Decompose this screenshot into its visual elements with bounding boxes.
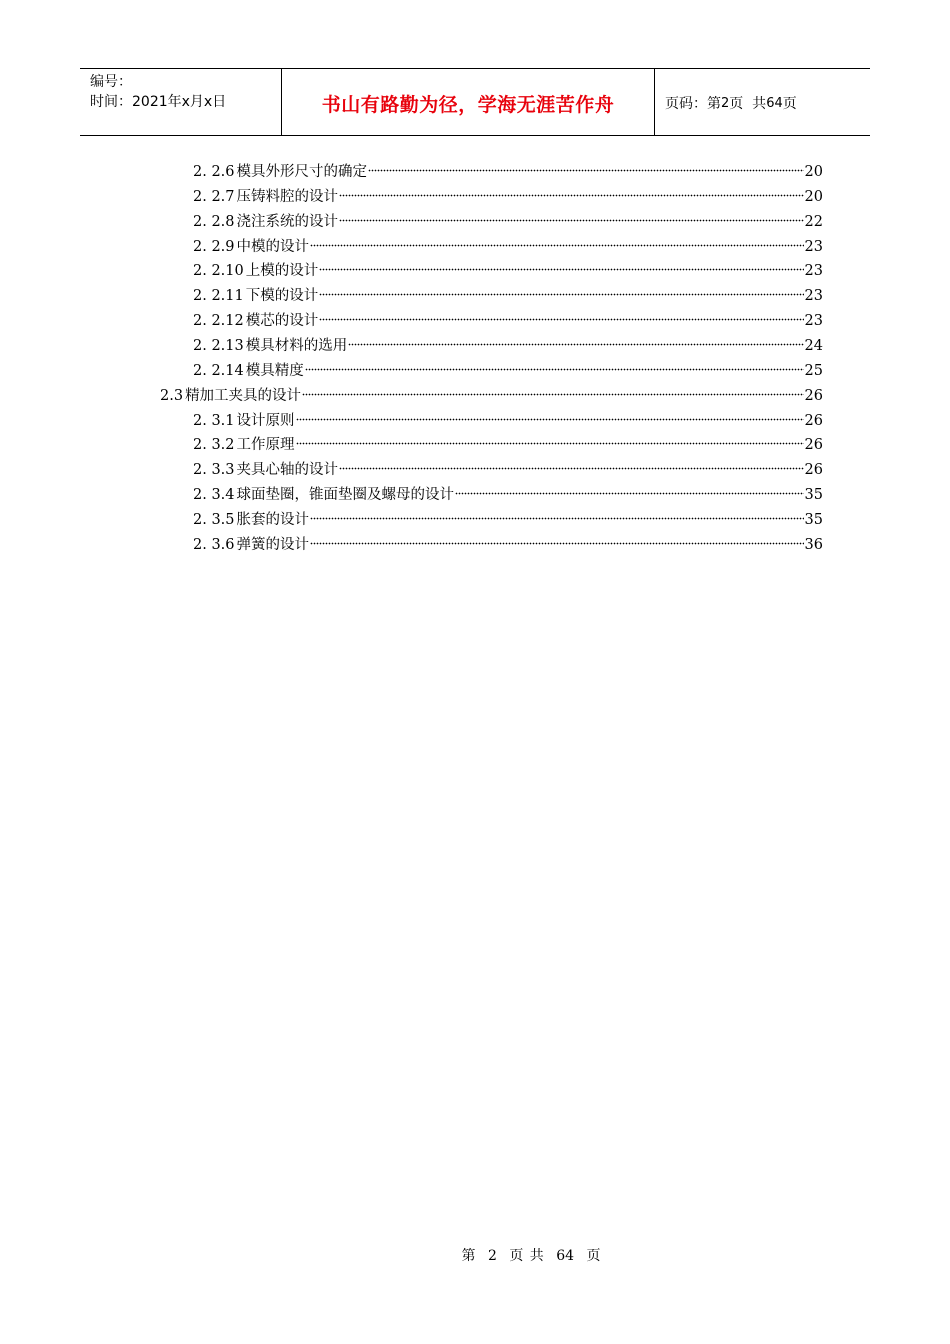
- toc-dot-leader: [339, 193, 804, 197]
- toc-dot-leader: [305, 367, 804, 371]
- toc-entry-title: 模芯的设计: [245, 313, 319, 330]
- toc-entry-number: 2. 3.5: [193, 511, 235, 528]
- toc-entry-page: 26: [804, 437, 823, 454]
- toc-entry-page: 26: [804, 387, 823, 404]
- toc-entry: [193, 409, 823, 433]
- toc-entry-title: 模具材料的选用: [245, 337, 348, 354]
- toc-entry: [193, 235, 823, 259]
- footer-current-page: 2: [487, 1248, 497, 1264]
- page-header: [80, 68, 870, 136]
- toc-dot-leader: [296, 417, 804, 421]
- page-footer: [0, 1245, 950, 1265]
- toc-entry-title: 弹簧的设计: [236, 536, 310, 553]
- toc-entry-page: 25: [804, 362, 823, 379]
- toc-entry-number: 2. 2.13: [193, 337, 244, 354]
- toc-entry-number: 2. 2.9: [193, 238, 235, 255]
- header-page-total: 64: [766, 95, 783, 111]
- toc-entry-page: 35: [804, 511, 823, 528]
- header-page-current: 2: [721, 95, 730, 111]
- toc-entry-page: 23: [804, 263, 823, 280]
- toc-entry-page: 20: [804, 164, 823, 180]
- toc-entry-number: 2. 2.10: [193, 263, 244, 280]
- footer-total-pages: 64: [556, 1248, 575, 1264]
- toc-entry-page: 23: [804, 238, 823, 255]
- toc-entry-number: 2. 3.4: [193, 487, 235, 504]
- toc-entry: [193, 533, 823, 557]
- toc-entry-page: 23: [804, 313, 823, 330]
- footer-middle: 页 共: [509, 1248, 544, 1264]
- toc-dot-leader: [310, 516, 804, 520]
- toc-entry-number: 2. 3.3: [193, 462, 235, 479]
- header-page-cell: [655, 69, 870, 135]
- toc-entry: [193, 334, 823, 358]
- toc-entry-number: 2. 2.7: [193, 188, 235, 205]
- toc-entry-page: 35: [804, 487, 823, 504]
- toc-entry: [193, 483, 823, 507]
- document-number-label: 编号：: [90, 74, 132, 90]
- footer-prefix: 第: [461, 1248, 476, 1264]
- toc-entry-number: 2. 2.8: [193, 213, 235, 230]
- toc-entry-number: 2. 3.2: [193, 437, 235, 454]
- toc-entry-page: 26: [804, 462, 823, 479]
- toc-entry-title: 球面垫圈，锥面垫圈及螺母的设计: [236, 487, 455, 504]
- toc-entry-page: 36: [804, 536, 823, 553]
- toc-entry-number: 2.3: [160, 387, 184, 404]
- toc-entry-title: 浇注系统的设计: [236, 213, 339, 230]
- toc-entry-number: 2. 2.6: [193, 164, 235, 180]
- toc-dot-leader: [310, 541, 804, 545]
- toc-entry-title: 精加工夹具的设计: [185, 387, 302, 404]
- toc-entry-title: 模具精度: [245, 362, 304, 379]
- toc-entry-title: 模具外形尺寸的确定: [236, 164, 368, 180]
- toc-entry-title: 压铸料腔的设计: [236, 188, 339, 205]
- toc-entry-page: 23: [804, 288, 823, 305]
- toc-entry: [193, 210, 823, 234]
- toc-entry-number: 2. 2.14: [193, 362, 244, 379]
- toc-dot-leader: [310, 243, 804, 247]
- header-motto-cell: [282, 69, 655, 135]
- toc-entry-number: 2. 2.12: [193, 313, 244, 330]
- toc-entry-page: 20: [804, 188, 823, 205]
- toc-entry-title: 工作原理: [236, 437, 295, 454]
- document-date-label: 时间：2021年x月x日: [90, 94, 227, 110]
- toc-entry-page: 26: [804, 412, 823, 429]
- toc-dot-leader: [302, 392, 803, 396]
- toc-entry-title: 夹具心轴的设计: [236, 462, 339, 479]
- toc-entry-number: 2. 3.6: [193, 536, 235, 553]
- toc-entry: [193, 359, 823, 383]
- toc-entry-title: 胀套的设计: [236, 511, 310, 528]
- toc-entry-page: 22: [804, 213, 823, 230]
- toc-entry: [193, 508, 823, 532]
- toc-dot-leader: [368, 168, 804, 172]
- toc-entry: [193, 458, 823, 482]
- toc-dot-leader: [339, 466, 804, 470]
- header-page-prefix: 页码：第: [665, 96, 721, 112]
- toc-dot-leader: [339, 218, 804, 222]
- header-meta-cell: [80, 69, 282, 135]
- toc-entry: [160, 384, 823, 408]
- toc-entry: [193, 160, 823, 184]
- toc-entry: [193, 284, 823, 308]
- header-motto: 书山有路勤为径，学海无涯苦作舟: [321, 93, 615, 116]
- toc-dot-leader: [455, 491, 804, 495]
- toc-dot-leader: [348, 342, 803, 346]
- toc-entry-number: 2. 2.11: [193, 288, 244, 305]
- toc-dot-leader: [296, 441, 804, 445]
- toc-entry: [193, 259, 823, 283]
- footer-suffix: 页: [586, 1248, 601, 1264]
- toc-entry-title: 下模的设计: [245, 288, 319, 305]
- toc-entry: [193, 433, 823, 457]
- header-page-middle: 页 共: [729, 96, 767, 112]
- toc-dot-leader: [319, 317, 803, 321]
- header-page-suffix: 页: [782, 96, 797, 112]
- toc-entry-page: 24: [804, 337, 823, 354]
- toc-dot-leader: [319, 292, 803, 296]
- toc-dot-leader: [319, 267, 803, 271]
- toc-entry: [193, 185, 823, 209]
- toc-entry: [193, 309, 823, 333]
- toc-entry-title: 中模的设计: [236, 238, 310, 255]
- toc-entry-number: 2. 3.1: [193, 412, 235, 429]
- toc-entry-title: 上模的设计: [245, 263, 319, 280]
- toc-entry-title: 设计原则: [236, 412, 295, 429]
